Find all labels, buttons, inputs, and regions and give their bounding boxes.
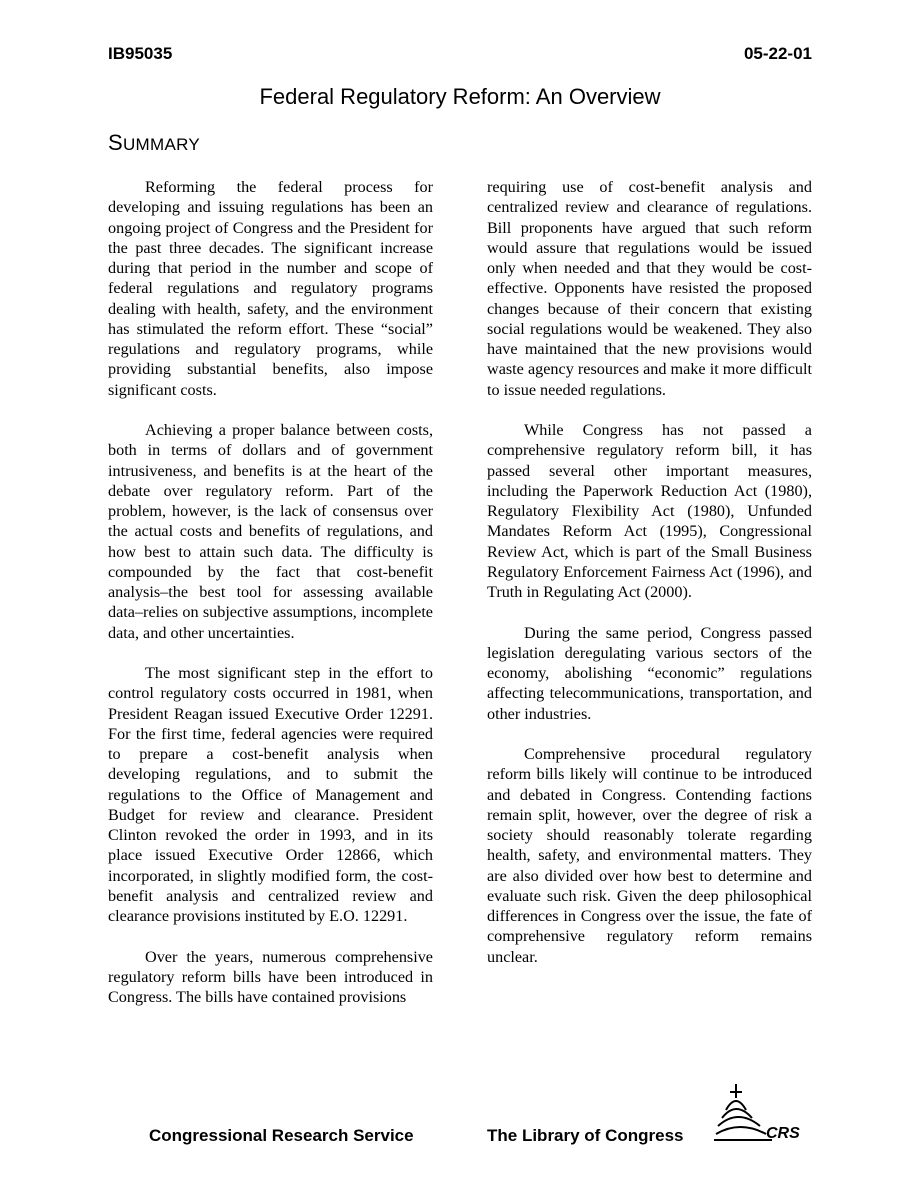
report-date: 05-22-01 — [743, 44, 812, 63]
paragraph: Over the years, numerous comprehensive regulatory reform bills have been introduced in Congress. The bills have contained provisions — [108, 947, 433, 1006]
paragraph: Reforming the federal process for developing and issuing regulations has been an ongoing project of Congress and the President for the past three decades. The significant increase during that period in the number and scope of federal regulations and regulatory programs dealing with health, safety, and the environment has stimulated the reform effort. These “social” regulations and regulatory programs, while providing substantial benefits, also impose significant costs. — [108, 178, 433, 399]
capitol-dome-icon — [714, 1084, 772, 1140]
paragraph: The most significant step in the effort to control regulatory costs occurred in 1981, when President Reagan issued Executive Order 12291. For the first time, federal agencies were required to prepare a cost-benefit analysis when developing regulations, and to submit the regulations to the Office of Management and Budget for review and clearance. President Clinton revoked the order in 1993, and in its place issued Executive Order 12866, which incorporated, in slightly modified form, the cost-benefit analysis and centralized review and clearance provisions instituted by E.O. 12291. — [108, 664, 433, 925]
paragraph: Comprehensive procedural regulatory reform bills likely will continue to be introduced and debated in Congress. Contending factions remain split, however, over the degree of risk a society should reasonably tolerate regarding health, safety, and environmental matters. They are also divided over how best to determine and evaluate such risk. Given the deep philosophical differences in Congress over the issue, the fate of comprehensive regulatory reform remains unclear. — [487, 745, 812, 966]
document-title: Federal Regulatory Reform: An Overview — [259, 84, 661, 109]
paragraph: While Congress has not passed a comprehensive regulatory reform bill, it has passed several other important measures, including the Paperwork Reduction Act (1980), Regulatory Flexibility Act (1980), Unfunded Mandates Reform Act (1995), Congressional Review Act, which is part of the Small Business Regulatory Enforcement Fairness Act (1996), and Truth in Regulating Act (2000). — [487, 421, 812, 601]
section-heading — [108, 130, 200, 156]
footer-publisher: Congressional Research Service — [149, 1126, 414, 1145]
paragraph: Achieving a proper balance between costs, both in terms of dollars and of government intrusiveness, and benefits is at the heart of the debate over regulatory reform. Part of the problem, however, is the lack of consensus over the actual costs and benefits of regulations, and how best to attain such data. The difficulty is compounded by the fact that cost-benefit analysis–the best tool for assessing available data–relies on subjective assumptions, incomplete data, and other uncertainties. — [108, 421, 433, 642]
footer-library: The Library of Congress — [487, 1126, 684, 1145]
crs-logo — [712, 1080, 808, 1150]
section-heading-rest: UMMARY — [122, 135, 201, 154]
report-id: IB95035 — [108, 44, 173, 63]
left-column — [108, 177, 433, 1028]
right-column — [487, 177, 812, 987]
section-heading-initial: S — [108, 130, 123, 155]
paragraph: During the same period, Congress passed legislation deregulating various sectors of the economy, abolishing “economic” regulations affecting telecommunications, transportation, and other industries. — [487, 623, 812, 723]
paragraph-continued: requiring use of cost-benefit analysis and centralized review and clearance of regulations. Bill proponents have argued that such reform would assure that regulations would be issued only when needed and that they would be cost-effective. Opponents have resisted the proposed changes because of their concern that existing social regulations would be weakened. They also have maintained that the new provisions would waste agency resources and make it more difficult to issue needed regulations. — [487, 178, 812, 399]
crs-logo-text: CRS — [766, 1125, 800, 1142]
